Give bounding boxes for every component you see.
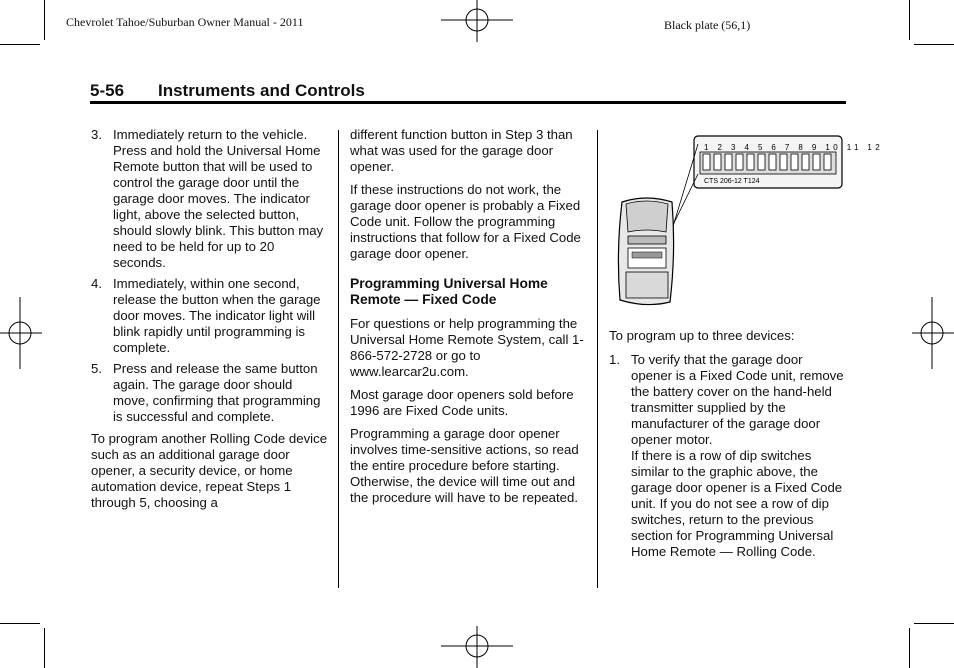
step-text: Immediately, within one second, release the button when the garage door moves. The indicator light will blink rapidly until programming is complete.: [113, 276, 321, 355]
column-3: [609, 328, 847, 565]
crop-mark: [0, 44, 40, 45]
paragraph: Most garage door openers sold before 1996 are Fixed Code units.: [350, 387, 574, 418]
column-2: [350, 127, 588, 513]
manual-title: Chevrolet Tahoe/Suburban Owner Manual - 2011: [66, 15, 304, 29]
column-divider: [597, 130, 598, 588]
paragraph: Programming a garage door opener involves time-sensitive actions, so read the entire procedure before starting. Otherwise, the device will time out and the procedure will have to be repeated.: [350, 426, 579, 505]
plate-label: Black plate (56,1): [664, 18, 751, 32]
list-item: [91, 361, 329, 425]
dip-number: 7: [784, 143, 793, 152]
dip-number: 1: [704, 143, 712, 152]
paragraph: To program up to three devices:: [609, 328, 795, 343]
dip-number: 3: [730, 143, 739, 152]
crop-mark: [914, 44, 954, 45]
dip-number: 11: [846, 143, 862, 152]
step-number: 3.: [91, 127, 102, 142]
crop-mark: [909, 628, 910, 668]
column-1: [91, 127, 329, 518]
paragraph: different function button in Step 3 than what was used for the garage door opener.: [350, 127, 573, 174]
step-number: 5.: [91, 361, 102, 376]
dip-number: 6: [771, 143, 780, 152]
step-text: If there is a row of dip switches similar to the graphic above, the garage door opener is a Fixed Code unit. If you do not see a row of dip switches, return to the previous section for Programming Universal Home Remote — Rolling Code.: [631, 448, 843, 559]
dip-label: CTS 206-12 T124: [704, 178, 760, 185]
crop-mark: [44, 0, 45, 40]
paragraph: If these instructions do not work, the garage door opener is probably a Fixed Code unit. Follow the programming instructions that follow for a Fixed Code garage door opener.: [350, 182, 581, 261]
dip-number: 4: [744, 143, 753, 152]
dip-number: 2: [717, 143, 726, 152]
dip-number: 12: [867, 143, 884, 152]
section-title: Instruments and Controls: [158, 81, 365, 100]
registration-mark-icon: [441, 626, 513, 668]
dip-number: 10: [825, 143, 842, 152]
crop-mark: [909, 0, 910, 40]
registration-mark-icon: [441, 0, 513, 42]
list-item: [91, 276, 329, 356]
step-number: 1.: [609, 352, 620, 367]
step-list: [609, 352, 847, 560]
transmitter-illustration: [606, 132, 884, 317]
registration-mark-icon: [0, 297, 42, 369]
dip-number: 8: [798, 143, 807, 152]
registration-mark-icon: [912, 297, 954, 369]
step-text: To verify that the garage door opener is a Fixed Code unit, remove the battery cover on the hand-held transmitter supplied by the manufacturer of the garage door opener motor.: [631, 352, 844, 447]
dip-number: 9: [811, 143, 820, 152]
step-text: Immediately return to the vehicle. Press and hold the Universal Home Remote button that will be used to control the garage door until the garage door moves. The indicator light, above the selected button, should slowly blink. This button may need to be held for up to 20 seconds.: [113, 127, 324, 270]
heading-rule: [90, 101, 846, 104]
step-list: [91, 127, 329, 425]
page-number: 5-56: [90, 81, 125, 100]
dip-switch-figure: [606, 132, 884, 317]
step-text: Press and release the same button again. The garage door should move, confirming that programming is successful and complete.: [113, 361, 321, 424]
step-number: 4.: [91, 276, 102, 291]
column-divider: [338, 130, 339, 588]
list-item: [91, 127, 329, 271]
list-item: [609, 352, 847, 560]
crop-mark: [0, 623, 40, 624]
dip-numbers: [704, 143, 883, 152]
crop-mark: [44, 628, 45, 668]
subsection-heading: Programming Universal Home Remote — Fixed Code: [350, 276, 548, 307]
paragraph: For questions or help programming the Universal Home Remote System, call 1-866-572-2728 or go to www.learcar2u.com.: [350, 316, 584, 379]
crop-mark: [914, 623, 954, 624]
section-heading: [90, 81, 846, 101]
dip-number: 5: [757, 143, 766, 152]
paragraph: To program another Rolling Code device such as an additional garage door opener, a security device, or home automation device, repeat Steps 1 through 5, choosing a: [91, 431, 328, 510]
